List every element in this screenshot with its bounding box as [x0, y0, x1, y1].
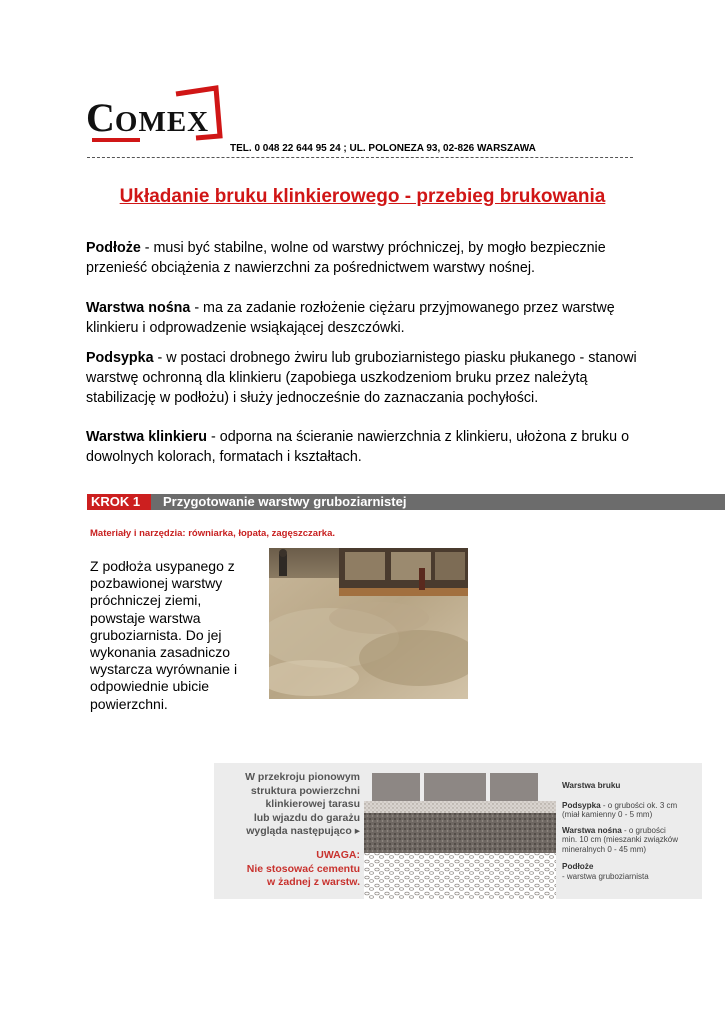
label-podsypka-sub: (miał kamienny 0 - 5 mm) — [562, 810, 653, 819]
brick-2 — [424, 773, 486, 801]
label-podloze: Podłoże — [562, 862, 594, 871]
step-description: Z podłoża usypanego z pozbawionej warstwy próchniczej ziemi, powstaje warstwa gruboziarnista. Do jej wykonania zasadniczo wystarcza wyrównanie i odpowiednie ubicie powierzchni. — [90, 558, 238, 712]
diagram-intro-line: lub wjazdu do garażu — [253, 811, 360, 824]
label-nosna-sub2: mineralnych 0 - 45 mm) — [562, 844, 647, 854]
section-nosna — [86, 298, 646, 338]
term-podsypka: Podsypka — [86, 350, 154, 366]
diagram-intro-line: W przekroju pionowym — [245, 771, 360, 783]
text-klinkier: - odporna na ścieranie nawierzchnia z klinkieru, ułożona z bruku o dowolnych kolorach, formatach i kształtach. — [86, 429, 630, 465]
site-photo — [269, 548, 468, 699]
section-podsypka — [86, 348, 646, 408]
term-nosna: Warstwa nośna — [86, 300, 191, 316]
comex-logo — [84, 84, 224, 148]
logo-wordmark — [86, 94, 209, 141]
term-podloze: Podłoże — [86, 240, 141, 256]
term-klinkier: Warstwa klinkieru — [86, 429, 208, 445]
logo-first-letter: C — [86, 95, 115, 140]
label-nosna-text: - o grubości — [621, 825, 666, 835]
text-podloze: - musi być stabilne, wolne od warstwy próchniczej, by mogło bezpiecznie przenieść obciążenia z nawierzchni za pośrednictwem warstwy nośnej. — [86, 240, 606, 276]
label-podsypka: Podsypka — [562, 800, 601, 810]
diagram-intro — [220, 771, 360, 839]
cross-section-diagram — [214, 763, 702, 899]
step-header-bar — [87, 494, 725, 510]
site-photo-image — [269, 548, 468, 699]
diagram-intro-line: wygląda następująco ▸ — [246, 825, 360, 837]
nosna-layer — [364, 813, 556, 853]
label-podloze-sub: - warstwa gruboziarnista — [562, 871, 649, 881]
podsypka-layer — [364, 801, 556, 813]
section-podloze — [86, 238, 646, 278]
text-podsypka: - w postaci drobnego żwiru lub gruboziarnistego piasku płukanego - stanowi warstwę ochronną dla klinkieru (zapobiega uszkodzeniom bruku przez należytą stabilizację w podłożu) i służy jednocześnie do zaznaczania pochyłości. — [86, 350, 637, 406]
layer-section-graphic — [364, 763, 556, 899]
diagram-intro-line: klinkierowej tarasu — [265, 798, 360, 810]
header-divider — [87, 157, 633, 158]
diagram-intro-line: struktura powierzchni — [250, 784, 360, 797]
brick-1 — [372, 773, 420, 801]
label-nosna-sub1: min. 10 cm (mieszanki związków — [562, 835, 679, 844]
label-podsypka-text: - o grubości ok. 3 cm — [600, 800, 678, 810]
diagram-warning-line: w żadnej z warstw. — [267, 876, 360, 888]
step-materials: Materiały i narzędzia: równiarka, łopata, zagęszczarka. — [90, 528, 335, 539]
step-label: KROK 1 — [87, 494, 151, 510]
text-nosna: - ma za zadanie rozłożenie ciężaru przyjmowanego przez warstwę klinkieru i odprowadzenie wsiąkającej deszczówki. — [86, 300, 615, 336]
diagram-warning-line: Nie stosować cementu — [246, 862, 360, 875]
step-title: Przygotowanie warstwy gruboziarnistej — [163, 494, 407, 509]
diagram-layer-labels — [562, 781, 698, 881]
section-klinkier — [86, 427, 646, 467]
page-title: Układanie bruku klinkierowego - przebieg brukowania — [119, 186, 606, 207]
label-bruk: Warstwa bruku — [562, 781, 621, 790]
diagram-warning — [220, 849, 360, 890]
diagram-warning-line: UWAGA: — [316, 849, 360, 861]
brick-3 — [490, 773, 538, 801]
podloze-layer — [364, 853, 556, 899]
logo-rest: OMEX — [114, 106, 210, 138]
contact-line: TEL. 0 048 22 644 95 24 ; UL. POLONEZA 93, 02-826 WARSZAWA — [230, 143, 536, 154]
label-nosna: Warstwa nośna — [562, 825, 622, 835]
